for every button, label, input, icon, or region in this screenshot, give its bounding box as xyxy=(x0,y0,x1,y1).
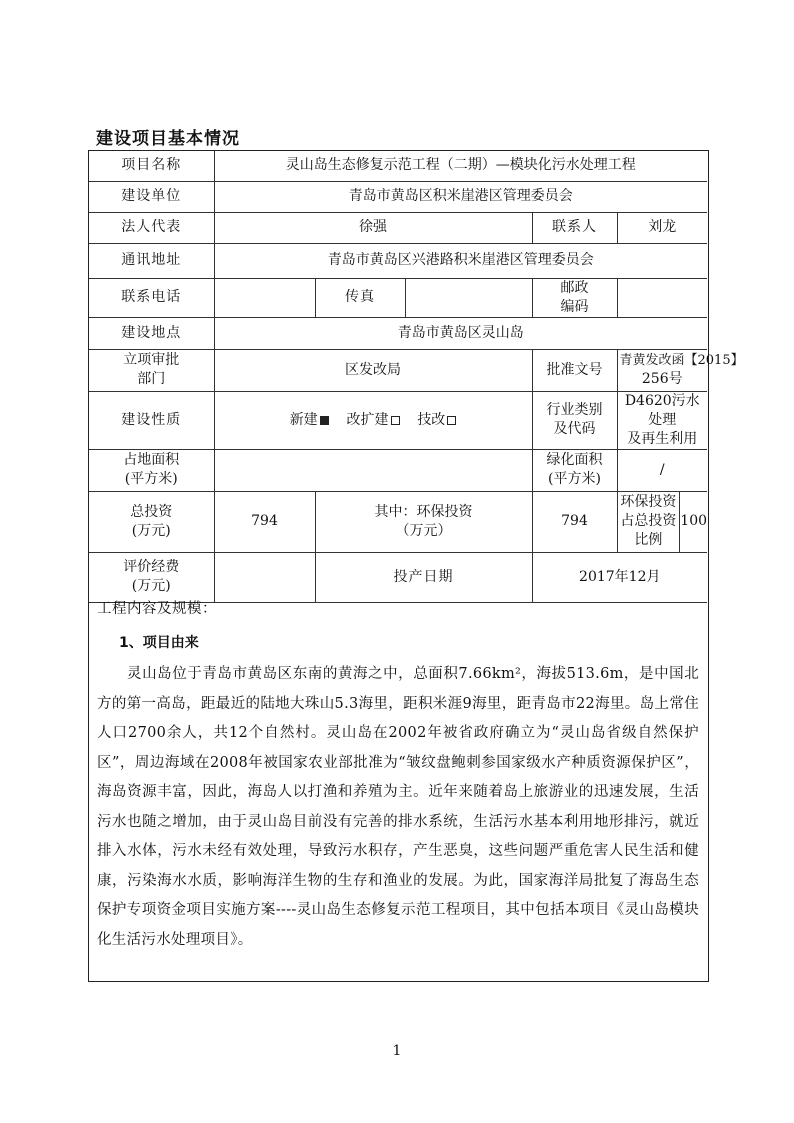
nature-expand-checkbox[interactable] xyxy=(391,416,400,425)
address-value: 青岛市黄岛区兴港路积米崖港区管理委员会 xyxy=(214,243,707,278)
phone-value xyxy=(214,278,315,317)
location-value: 青岛市黄岛区灵山岛 xyxy=(214,317,707,349)
contact-value: 刘龙 xyxy=(617,212,707,243)
industry-label-line2: 及代码 xyxy=(553,421,596,437)
eval-fee-label-line1: 评价经费 xyxy=(123,559,180,575)
project-info-table xyxy=(89,151,744,603)
nature-tech-checkbox[interactable] xyxy=(447,416,456,425)
ratio-label-line3: 比例 xyxy=(634,532,663,548)
fax-value xyxy=(405,278,532,317)
area-value xyxy=(214,449,532,491)
phone-label: 联系电话 xyxy=(89,278,214,317)
nature-new-checkbox[interactable] xyxy=(320,416,329,425)
area-label-line2: (平方米) xyxy=(124,471,178,487)
ratio-cell xyxy=(617,491,707,552)
area-label xyxy=(89,449,214,491)
postcode-label-line1: 邮政 xyxy=(560,279,589,296)
green-label-line1: 绿化面积 xyxy=(546,452,603,468)
approval-no-label: 批准文号 xyxy=(532,349,617,391)
nature-new-label: 新建 xyxy=(289,411,318,428)
approval-no-line2: 256号 xyxy=(641,371,683,387)
ratio-label-line2: 占总投资 xyxy=(620,513,677,529)
postcode-label xyxy=(532,278,617,317)
nature-options xyxy=(214,391,532,449)
approval-no-line1: 青黄发改函【2015】 xyxy=(619,353,744,368)
project-name-label: 项目名称 xyxy=(89,151,214,181)
content-heading: 工程内容及规模： xyxy=(97,601,217,617)
industry-label-line1: 行业类别 xyxy=(546,402,603,418)
postcode-value xyxy=(617,278,707,317)
legal-rep-label: 法人代表 xyxy=(89,212,214,243)
invest-label xyxy=(89,491,214,552)
content-section xyxy=(89,583,707,955)
ratio-label xyxy=(618,492,681,552)
page-title: 建设项目基本情况 xyxy=(96,129,240,149)
env-invest-label-line2: （万元） xyxy=(395,522,452,539)
industry-label xyxy=(532,391,617,449)
approval-dept-value: 区发改局 xyxy=(214,349,532,391)
approval-dept-label-line2: 部门 xyxy=(137,371,166,387)
nature-label: 建设性质 xyxy=(89,391,214,449)
green-label-line2: (平方米) xyxy=(548,471,601,487)
env-invest-label xyxy=(315,491,532,552)
info-sheet xyxy=(88,150,744,982)
ratio-value: 100 xyxy=(680,513,708,529)
address-label: 通讯地址 xyxy=(89,243,214,278)
nature-tech-label: 技改 xyxy=(417,411,446,428)
industry-line1: D4620污水处理 xyxy=(624,392,700,428)
unit-label: 建设单位 xyxy=(89,181,214,212)
postcode-label-line2: 编码 xyxy=(560,298,589,315)
fax-label: 传真 xyxy=(315,278,405,317)
industry-value xyxy=(617,391,707,449)
env-invest-value: 794 xyxy=(532,491,617,552)
industry-line2: 及再生利用 xyxy=(627,430,698,447)
green-value: / xyxy=(617,449,707,491)
invest-label-line1: 总投资 xyxy=(130,503,173,520)
invest-value: 794 xyxy=(214,491,315,552)
env-invest-label-line1: 其中：环保投资 xyxy=(374,503,473,520)
ratio-label-line1: 环保投资 xyxy=(620,494,677,510)
approval-dept-label-line1: 立项审批 xyxy=(123,352,180,368)
unit-value: 青岛市黄岛区积米崖港区管理委员会 xyxy=(214,181,707,212)
area-label-line1: 占地面积 xyxy=(123,452,180,468)
approval-dept-label xyxy=(89,349,214,391)
page-number: 1 xyxy=(392,1043,402,1059)
nature-expand-label: 改扩建 xyxy=(346,411,389,428)
invest-label-line2: (万元) xyxy=(131,522,171,539)
project-background-paragraph: 灵山岛位于青岛市黄岛区东南的黄海之中，总面积7.66km²，海拔513.6m，是中国北方的第一高岛，距最近的陆地大珠山5.3海里，距积米涯9海里，距青岛市22海里。岛上常住人口2700余人，共12个自然村。灵山岛在2002年被省政府确立为“灵山岛省级自然保护区”，周边海域在2008年被国家农业部批准为“皱纹盘鲍刺参国家级水产种质资源保护区”，海岛资源丰富，因此，海岛人以打渔和养殖为主。近年来随着岛上旅游业的迅速发展，生活污水也随之增加，由于灵山岛目前没有完善的排水系统，生活污水基本利用地形排污，就近排入水体，污水未经有效处理，导致污水积存，产生恶臭，这些问题严重危害人民生活和健康，污染海水水质，影响海洋生物的生存和渔业的发展。为此，国家海洋局批复了海岛生态保护专项资金项目实施方案----灵山岛生态修复示范工程项目，其中包括本项目《灵山岛模块化生活污水处理项目》。 xyxy=(97,666,699,948)
eval-fee-label-line2: (万元) xyxy=(131,578,171,594)
production-date-value: 2017年12月 xyxy=(532,552,707,602)
project-name-value: 灵山岛生态修复示范工程（二期）—模块化污水处理工程 xyxy=(214,151,707,181)
approval-no-value xyxy=(617,349,744,391)
production-date-label: 投产日期 xyxy=(315,552,532,602)
legal-rep-value: 徐强 xyxy=(214,212,532,243)
location-label: 建设地点 xyxy=(89,317,214,349)
green-label xyxy=(532,449,617,491)
section-title: 1、项目由来 xyxy=(119,635,199,651)
contact-label: 联系人 xyxy=(532,212,617,243)
